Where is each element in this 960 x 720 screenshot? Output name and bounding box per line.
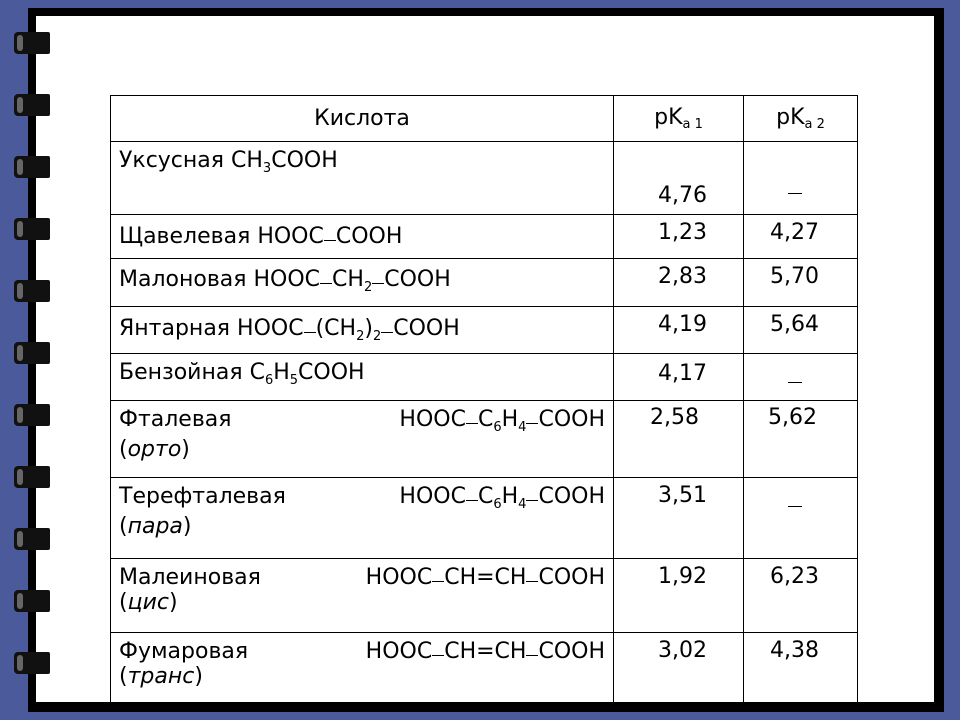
acid-name-cell: Терефталевая HOOC $C_6H_4$ COOH (пара) xyxy=(111,478,614,559)
acid-name-cell: Малеиновая HOOC CH=CH COOH (цис) xyxy=(111,559,614,633)
pka1-cell: 3,51 xyxy=(614,478,744,559)
binder-ring xyxy=(14,218,50,240)
acid-name-cell: Щавелевая HOOC COOH xyxy=(111,215,614,259)
pka1-cell: 2,83 xyxy=(614,259,744,307)
pka1-cell: 3,02 xyxy=(614,633,744,705)
binder-ring xyxy=(14,342,50,364)
pka2-cell: 6,23 xyxy=(744,559,858,633)
pka2-cell xyxy=(744,354,858,401)
pka1-cell: 4,76 xyxy=(614,142,744,215)
pka1-cell: 2,58 xyxy=(614,401,744,478)
binder-ring xyxy=(14,94,50,116)
table-row xyxy=(111,559,858,633)
table-row xyxy=(111,478,858,559)
acid-name-cell: Фумаровая HOOC CH=CH COOH (транс) xyxy=(111,633,614,705)
pka1-cell: 4,19 xyxy=(614,307,744,354)
pka2-cell: 4,38 xyxy=(744,633,858,705)
pka2-cell: 4,27 xyxy=(744,215,858,259)
pka1-cell: 1,92 xyxy=(614,559,744,633)
pka2-cell xyxy=(744,142,858,215)
table-row xyxy=(111,401,858,478)
table-row xyxy=(111,142,858,215)
pka1-cell: 1,23 xyxy=(614,215,744,259)
binder-ring xyxy=(14,156,50,178)
dash xyxy=(788,193,802,194)
acid-name-cell: Малоновая HOOC $CH_2$ COOH xyxy=(111,259,614,307)
table-row xyxy=(111,307,858,354)
acid-name-cell: Бензойная $C_6H_5COOH$ xyxy=(111,354,614,401)
table-row xyxy=(111,259,858,307)
table-header-row xyxy=(111,96,858,142)
binder-ring xyxy=(14,652,50,674)
table-row xyxy=(111,633,858,705)
binder-ring xyxy=(14,590,50,612)
pka1-cell: 4,17 xyxy=(614,354,744,401)
header-acid: Кислота xyxy=(111,96,614,142)
binder-ring xyxy=(14,466,50,488)
binder-ring xyxy=(14,32,50,54)
pka2-cell: 5,62 xyxy=(744,401,858,478)
acid-name-cell: Фталевая HOOC $C_6H_4$ COOH (орто) xyxy=(111,401,614,478)
acid-name-cell: Уксусная $CH_3COOH$ xyxy=(111,142,614,215)
table-row xyxy=(111,215,858,259)
table-row xyxy=(111,354,858,401)
pka2-cell xyxy=(744,478,858,559)
binder-ring xyxy=(14,528,50,550)
acid-name-cell: Янтарная HOOC $(CH_2)_2$ COOH xyxy=(111,307,614,354)
binder-ring xyxy=(14,404,50,426)
pka2-cell: 5,64 xyxy=(744,307,858,354)
pka-table xyxy=(110,95,858,705)
pka2-cell: 5,70 xyxy=(744,259,858,307)
header-pka2: $pK_{а 2}$ xyxy=(744,96,858,142)
header-pka1: $pK_{а 1}$ xyxy=(614,96,744,142)
dash xyxy=(788,506,802,507)
dash xyxy=(788,382,802,383)
binder-ring xyxy=(14,280,50,302)
